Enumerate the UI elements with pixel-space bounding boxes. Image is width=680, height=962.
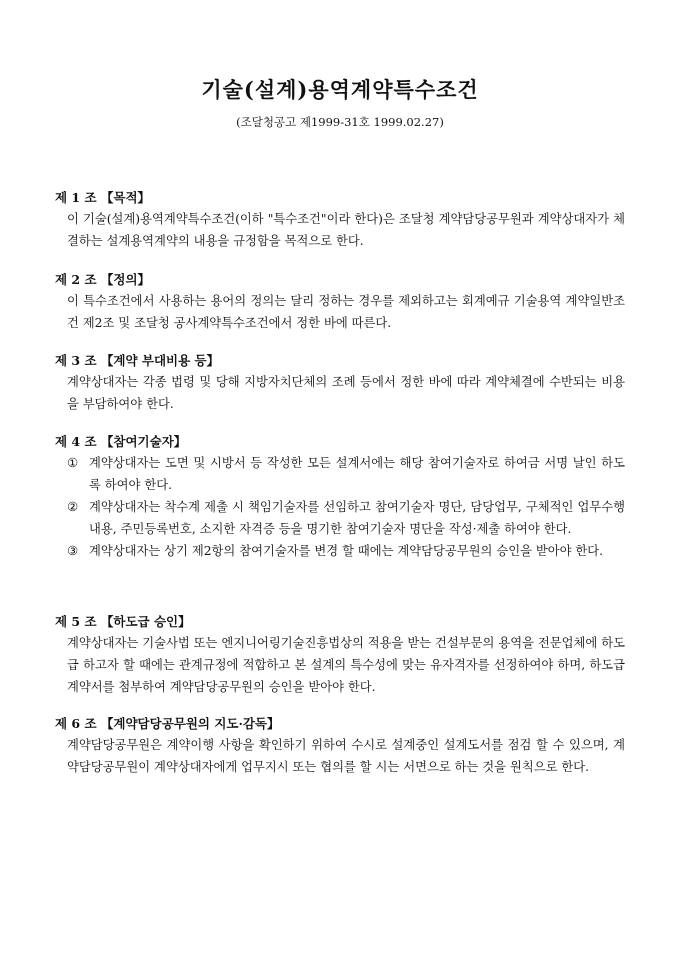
article-body: 계약담당공무원은 계약이행 사항을 확인하기 위하여 수시로 설계중인 설계도서를 점검 할 수 있으며, 계약담당공무원이 계약상대자에게 업무지시 또는 협의를 할 시는 서면으로 하는 것을 원칙으로 한다. [67, 738, 625, 774]
article-heading: 제 2 조 【정의】 [55, 272, 151, 287]
item-number: ① [67, 456, 79, 470]
article-5 [55, 612, 625, 698]
item-number: ③ [67, 544, 79, 558]
article-body: 계약상대자는 각종 법령 및 당해 지방자치단체의 조례 등에서 정한 바에 따라 계약체결에 수반되는 비용을 부담하여야 한다. [67, 375, 625, 411]
document-subtitle: (조달청공고 제1999-31호 1999.02.27) [236, 115, 444, 129]
article-4 [55, 432, 625, 562]
article-6 [55, 714, 625, 778]
document-title: 기술(설계)용역계약특수조건 [201, 77, 479, 102]
article-body: 이 특수조건에서 사용하는 용어의 정의는 달리 정하는 경우를 제외하고는 회계예규 기술용역 계약일반조건 제2조 및 조달청 공사계약특수조건에서 정한 바에 따른다. [67, 294, 625, 330]
article-3 [55, 351, 625, 415]
item-text: 계약상대자는 도면 및 시방서 등 작성한 모든 설계서에는 해당 참여기술자로 하여금 서명 날인 하도록 하여야 한다. [89, 456, 625, 492]
article-heading: 제 5 조 【하도급 승인】 [55, 614, 191, 629]
article-heading: 제 3 조 【계약 부대비용 등】 [55, 353, 220, 368]
article-1 [55, 188, 625, 252]
article-2 [55, 270, 625, 334]
article-heading: 제 1 조 【목적】 [55, 190, 151, 205]
item-number: ② [67, 500, 79, 514]
article-body: 계약상대자는 기술사법 또는 엔지니어링기술진흥법상의 적용을 받는 건설부문의 용역을 전문업체에 하도급 하고자 할 때에는 관계규정에 적합하고 본 설계의 특수성에 맞는 유자격자를 선정하여야 하며, 하도급 계약서를 첨부하여 계약담당공무원의 승인을 받아야 한다. [67, 636, 625, 694]
item-text: 계약상대자는 착수계 제출 시 책임기술자를 선임하고 참여기술자 명단, 담당업무, 구체적인 업무수행내용, 주민등록번호, 소지한 자격증 등을 명기한 참여기술자 명단을 작성·제출 하여야 한다. [89, 500, 625, 536]
article-heading: 제 6 조 【계약담당공무원의 지도·감독】 [55, 716, 280, 731]
article-body: 이 기술(설계)용역계약특수조건(이하 "특수조건"이라 한다)은 조달청 계약담당공무원과 계약상대자가 체결하는 설계용역계약의 내용을 규정함을 목적으로 한다. [67, 212, 625, 248]
article-item [67, 540, 625, 562]
item-text: 계약상대자는 상기 제2항의 참여기술자를 변경 할 때에는 계약담당공무원의 승인을 받아야 한다. [89, 544, 604, 558]
article-item [67, 496, 625, 540]
article-item [67, 452, 625, 496]
article-heading: 제 4 조 【참여기술자】 [55, 434, 187, 449]
